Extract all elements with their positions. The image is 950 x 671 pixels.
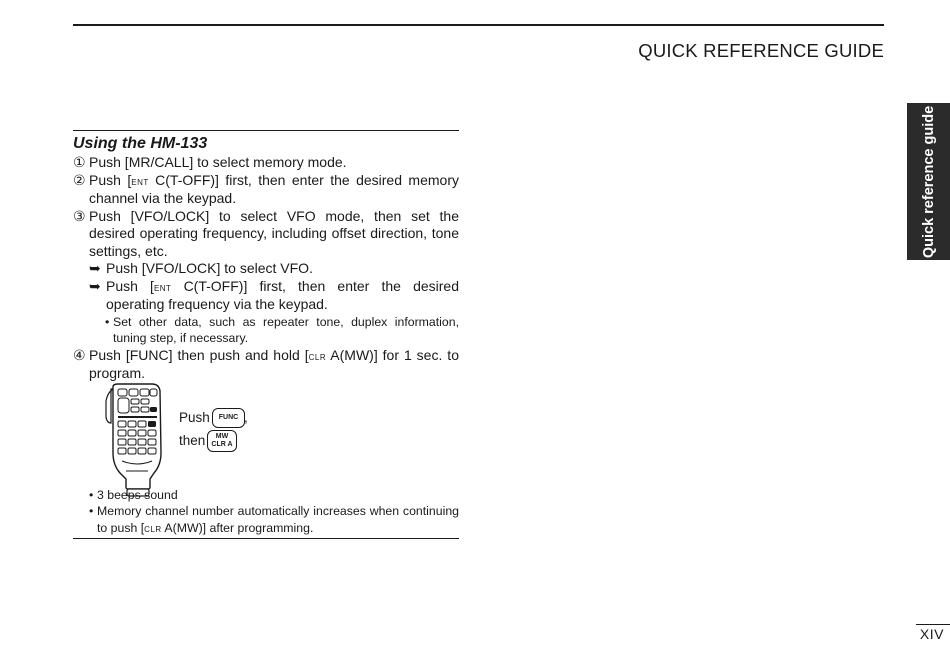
substep-text: Push [ [106, 277, 154, 294]
section-title: Using the HM-133 [73, 135, 208, 152]
bullet: • [89, 504, 94, 519]
hm133-section [73, 130, 459, 383]
page-header-title: QUICK REFERENCE GUIDE [638, 40, 884, 61]
key-clr: clr [144, 520, 162, 535]
clr-a-key-icon [207, 430, 237, 452]
microphone-figure [104, 383, 264, 498]
then-label: then [179, 433, 206, 448]
step-1 [73, 154, 459, 172]
step-text: Push [ [89, 171, 132, 188]
func-key-icon [212, 408, 245, 428]
substep-text: Push [VFO/LOCK] to select VFO. [106, 260, 313, 276]
step-number: ④ [73, 346, 86, 363]
func-key-label: FUNC [218, 414, 239, 421]
notes-list [73, 487, 459, 536]
arrow-icon: ➥ [89, 260, 101, 276]
arrow-icon: ➥ [89, 277, 101, 294]
page-number: XIV [919, 626, 944, 642]
page-number-rule [916, 624, 950, 625]
push-label: Push [179, 410, 210, 425]
note-text: Set other data, such as repeater tone, duplex information, tuning step, if necessary. [113, 314, 459, 345]
note-item [73, 503, 459, 536]
bullet: • [89, 488, 94, 502]
step-text: Push [FUNC] then push and hold [ [89, 346, 309, 363]
comma: , [244, 410, 248, 425]
step-number: ③ [73, 207, 86, 224]
top-rule [73, 24, 884, 26]
note-item [73, 487, 459, 503]
note-text: Memory channel number automatically increases when continuing to push [ [97, 504, 459, 535]
step-text: Push [MR/CALL] to select memory mode. [89, 154, 347, 170]
step-list [73, 154, 459, 383]
step-4 [73, 347, 459, 383]
side-tab-label: Quick reference guide [920, 105, 937, 258]
key-ent: ent [131, 173, 149, 188]
note-text: A(MW)] after programming. [161, 520, 314, 535]
step-2 [73, 172, 459, 208]
section-bottom-rule [73, 538, 459, 539]
step-number: ① [73, 154, 86, 170]
bullet: • [105, 314, 110, 329]
step-text: A(MW)] for 1 sec. to program. [89, 346, 459, 381]
substep-text: C(T-OFF)] first, then enter the desired operating frequency via the keypad. [106, 277, 459, 312]
key-clr: clr [308, 348, 327, 363]
step-text: Push [VFO/LOCK] to select VFO mode, then set the desired operating frequency, including offset direction, tone settings, etc. [89, 207, 459, 259]
substep-2 [73, 278, 459, 314]
step-3 [73, 208, 459, 261]
substep-1 [73, 260, 459, 278]
note-text: 3 beeps sound [97, 488, 178, 502]
step-text: C(T-OFF)] first, then enter the desired memory channel via the keypad. [89, 171, 459, 206]
clr-a-label: CLR A [211, 441, 233, 448]
step-number: ② [73, 171, 86, 188]
key-ent: ent [153, 279, 172, 294]
section-top-rule [73, 130, 459, 131]
mw-label: MW [215, 433, 229, 440]
step3-note [73, 314, 459, 347]
hm133-microphone-icon [104, 383, 166, 498]
section-side-tab [907, 103, 950, 260]
